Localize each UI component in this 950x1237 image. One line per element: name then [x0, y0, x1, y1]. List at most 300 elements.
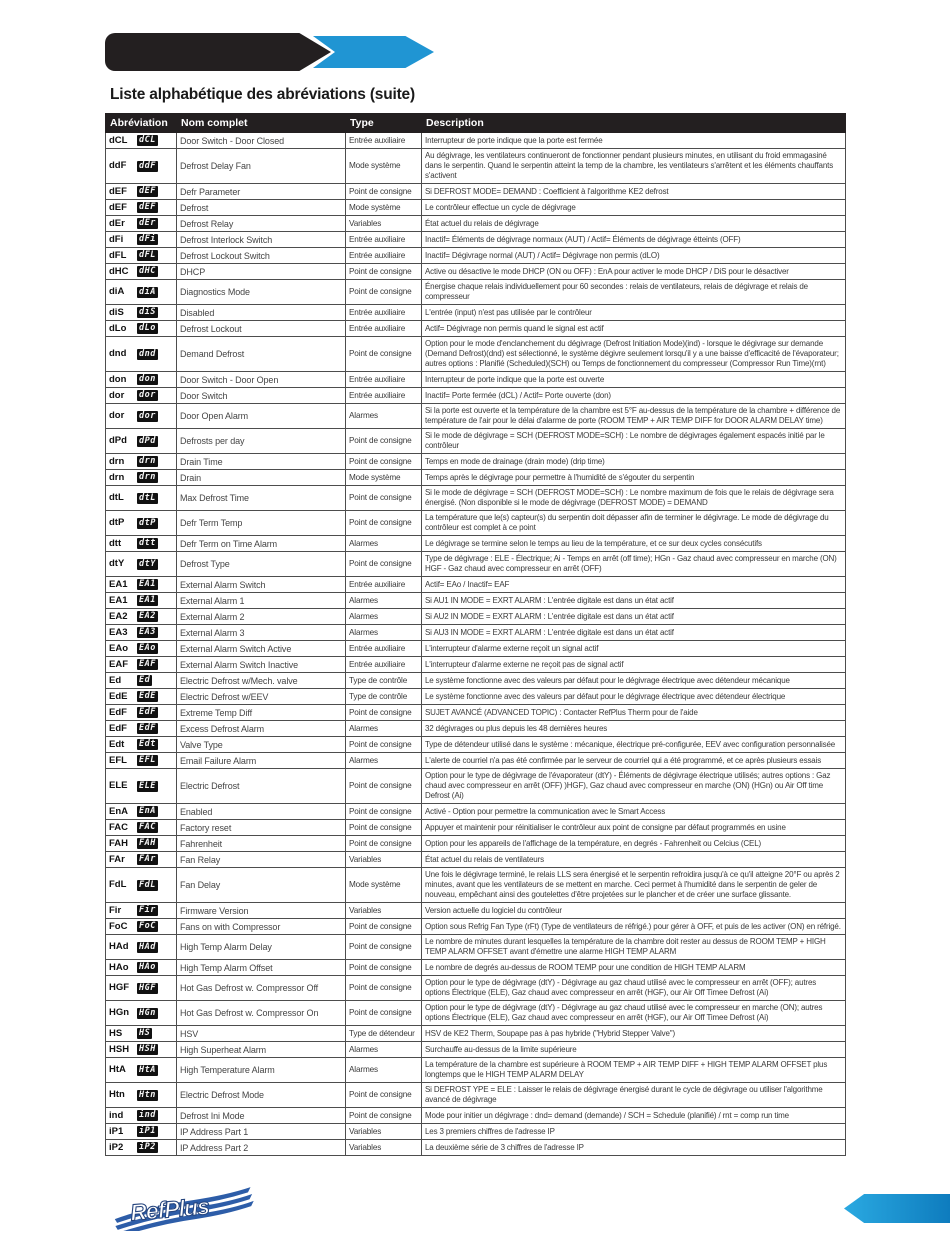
- abbreviation-code: EA3: [109, 626, 128, 638]
- abbreviation-code: dtL: [109, 492, 124, 503]
- abbreviation-code: dEF: [109, 201, 127, 213]
- led-display-icon: HGn: [139, 1007, 156, 1018]
- description-text: Surchauffe au-dessus de la limite supérieure: [422, 1042, 846, 1058]
- table-row: [106, 657, 846, 673]
- led-display-icon: EdF: [139, 723, 156, 733]
- description-text: Option pour le type de dégivrage (dtY) - Dégivrage au gaz chaud utilisé avec le compresseur en marche (ON); autres options Électrique (ELE), Gaz chaud avec compresseur en arrêt (HGF), our Air Off Timee Defrost (Ai): [422, 1001, 846, 1026]
- led-display-icon: diA: [139, 286, 156, 297]
- full-name: Fan Relay: [177, 852, 346, 868]
- table-row: [106, 1140, 846, 1156]
- type-label: Point de consigne: [346, 804, 422, 820]
- full-name: Disabled: [177, 305, 346, 321]
- description-text: Le système fonctionne avec des valeurs par défaut pour le dégivrage électrique avec détendeur électrique: [422, 689, 846, 705]
- column-header-nom-complet: Nom complet: [177, 114, 346, 133]
- type-label: Point de consigne: [346, 960, 422, 976]
- full-name: High Temp Alarm Offset: [177, 960, 346, 976]
- abbreviation-code: dor: [109, 389, 125, 401]
- led-display-icon: Htn: [139, 1089, 156, 1100]
- abbreviation-code: Ed: [109, 674, 122, 686]
- led-display-icon: FdL: [139, 879, 156, 890]
- table-row: [106, 577, 846, 593]
- full-name: Defrost Ini Mode: [177, 1108, 346, 1124]
- led-display-icon: EA3: [139, 627, 156, 637]
- full-name: IP Address Part 2: [177, 1140, 346, 1156]
- led-display-icon: dtP: [139, 517, 156, 528]
- description-text: Temps après le dégivrage pour permettre à l'humidité de s'égouter du serpentin: [422, 470, 846, 486]
- table-row: [106, 609, 846, 625]
- full-name: Defrost Delay Fan: [177, 149, 346, 184]
- led-display-icon: dor: [139, 390, 156, 400]
- type-label: Variables: [346, 1124, 422, 1140]
- abbreviation-code: Htn: [109, 1089, 125, 1100]
- abbreviation-code: EdF: [109, 722, 127, 734]
- full-name: Defrost Type: [177, 552, 346, 577]
- full-name: External Alarm Switch Inactive: [177, 657, 346, 673]
- full-name: Enabled: [177, 804, 346, 820]
- full-name: Defr Term Temp: [177, 511, 346, 536]
- full-name: Door Switch - Door Open: [177, 372, 346, 388]
- type-label: Point de consigne: [346, 552, 422, 577]
- type-label: Point de consigne: [346, 820, 422, 836]
- led-display-icon: EA1: [139, 595, 156, 605]
- description-text: État actuel du relais de ventilateurs: [422, 852, 846, 868]
- abbreviation-code: EAF: [109, 658, 128, 670]
- table-row: [106, 852, 846, 868]
- description-text: Si DEFROST MODE= DEMAND : Coefficient à l'algorithme KE2 defrost: [422, 184, 846, 200]
- description-text: La deuxième série de 3 chiffres de l'adresse IP: [422, 1140, 846, 1156]
- description-text: Au dégivrage, les ventilateurs continueront de fonctionner pendant plusieurs minutes, en utilisant du froid emmagasiné dans le serpentin. Quand le serpentin atteint la temp de la chambre, les ventilateurs s'arrêtent et les éléments chauffants s'activent: [422, 149, 846, 184]
- description-text: Type de détendeur utilisé dans le système : mécanique, électrique pré-configurée, EEV avec configuration personnalisée: [422, 737, 846, 753]
- type-label: Entrée auxiliaire: [346, 657, 422, 673]
- table-row: [106, 372, 846, 388]
- table-row: [106, 1001, 846, 1026]
- description-text: Énergise chaque relais individuellement pour 60 secondes : relais de ventilateurs, relais de dégivrage et relais de compresseur: [422, 280, 846, 305]
- led-display-icon: dor: [139, 410, 156, 421]
- description-text: Les 3 premiers chiffres de l'adresse IP: [422, 1124, 846, 1140]
- type-label: Entrée auxiliaire: [346, 133, 422, 149]
- type-label: Point de consigne: [346, 264, 422, 280]
- full-name: Defrost Lockout Switch: [177, 248, 346, 264]
- description-text: Si la porte est ouverte et la température de la chambre est 5°F au-dessus de la température de la chambre + différence de température de l'air pour le délai d'alarme de porte (ROOM TEMP + AIR TEMP DIFF for DOOR ALARM DELAY time): [422, 404, 846, 429]
- full-name: Defrost Lockout: [177, 321, 346, 337]
- abbreviation-code: dtY: [109, 558, 125, 569]
- table-row: [106, 337, 846, 372]
- abbreviation-code: diA: [109, 286, 125, 297]
- full-name: Max Defrost Time: [177, 486, 346, 511]
- led-display-icon: dPd: [139, 435, 156, 446]
- description-text: Option pour les appareils de l'affichage de la température, en degrés - Fahrenheit ou Celcius (CEL): [422, 836, 846, 852]
- description-text: L'interrupteur d'alarme externe ne reçoit pas de signal actif: [422, 657, 846, 673]
- led-display-icon: EdE: [139, 691, 156, 701]
- description-text: Le dégivrage se termine selon le temps au lieu de la température, et ce sur deux cycles consécutifs: [422, 536, 846, 552]
- table-row: [106, 404, 846, 429]
- type-label: Point de consigne: [346, 511, 422, 536]
- full-name: Drain: [177, 470, 346, 486]
- led-display-icon: Fir: [139, 905, 156, 915]
- table-row: [106, 721, 846, 737]
- full-name: Electric Defrost w/EEV: [177, 689, 346, 705]
- type-label: Entrée auxiliaire: [346, 248, 422, 264]
- abbreviation-code: dCL: [109, 134, 128, 146]
- full-name: Electric Defrost Mode: [177, 1083, 346, 1108]
- type-label: Mode système: [346, 149, 422, 184]
- led-display-icon: dtL: [139, 492, 156, 503]
- type-label: Entrée auxiliaire: [346, 232, 422, 248]
- abbreviation-code: FAH: [109, 837, 128, 849]
- led-display-icon: FAC: [139, 822, 156, 832]
- full-name: DHCP: [177, 264, 346, 280]
- abbreviation-code: FAC: [109, 821, 128, 833]
- abbreviation-code: dtP: [109, 517, 125, 528]
- full-name: Demand Defrost: [177, 337, 346, 372]
- type-label: Alarmes: [346, 753, 422, 769]
- abbreviation-code: HGn: [109, 1007, 130, 1018]
- description-text: Inactif= Éléments de dégivrage normaux (AUT) / Actif= Éléments de dégivrage étteints (OFF): [422, 232, 846, 248]
- description-text: Appuyer et maintenir pour réinitialiser le contrôleur aux point de consigne par défaut programmés en usine: [422, 820, 846, 836]
- type-label: Variables: [346, 903, 422, 919]
- led-display-icon: ddF: [139, 160, 156, 171]
- abbreviation-code: FAr: [109, 853, 125, 865]
- table-row: [106, 216, 846, 232]
- description-text: Si AU1 IN MODE = EXRT ALARM : L'entrée digitale est dans un état actif: [422, 593, 846, 609]
- abbreviation-code: dEF: [109, 185, 127, 197]
- abbreviation-code: EFL: [109, 754, 127, 766]
- table-row: [106, 976, 846, 1001]
- abbreviation-code: dFL: [109, 249, 127, 261]
- table-row: [106, 753, 846, 769]
- refplus-logo: [112, 1183, 257, 1231]
- full-name: Drain Time: [177, 454, 346, 470]
- led-display-icon: don: [139, 374, 156, 384]
- full-name: External Alarm Switch: [177, 577, 346, 593]
- description-text: Une fois le dégivrage terminé, le relais LLS sera énergisé et le serpentin refroidira jusqu'à ce qu'il atteigne 20°F ou après 2 minutes, avant que les ventilateurs de se mettent en marche. Ceci permet à l'humidité dans le serpentin de geler de nouveau, empêchant ainsi des goutelettes d'être projetées sur le plancher et de créer une surface glissante.: [422, 868, 846, 903]
- type-label: Point de consigne: [346, 976, 422, 1001]
- description-text: Actif= Dégivrage non permis quand le signal est actif: [422, 321, 846, 337]
- abbreviation-code: iP2: [109, 1141, 124, 1153]
- description-text: Option pour le mode d'enclanchement du dégivrage (Defrost Initiation Mode)(ind) - lorsque le dégivrage sur demande (Demand Defrost)(dnd) est sélectionné, le système dégivre seulement lorsqu'il y a une baisse d'efficacité de l'évaporateur; autres options : Planifié (Scheduled)(SCH) ou Temps de fonctionnement du compresseur (Compressor Run Time)(rnt): [422, 337, 846, 372]
- abbreviation-code: dtt: [109, 537, 122, 549]
- type-label: Point de consigne: [346, 935, 422, 960]
- full-name: Extreme Temp Diff: [177, 705, 346, 721]
- type-label: Point de consigne: [346, 1108, 422, 1124]
- full-name: Door Switch - Door Closed: [177, 133, 346, 149]
- full-name: Defrost Relay: [177, 216, 346, 232]
- full-name: Hot Gas Defrost w. Compressor On: [177, 1001, 346, 1026]
- full-name: Electric Defrost w/Mech. valve: [177, 673, 346, 689]
- table-row: [106, 868, 846, 903]
- full-name: Valve Type: [177, 737, 346, 753]
- table-row: [106, 919, 846, 935]
- description-text: Si DEFROST YPE = ELE : Laisser le relais de dégivrage énergisé durant le cycle de dégivrage ou utiliser l'algorithme avancé de dégivrage: [422, 1083, 846, 1108]
- type-label: Mode système: [346, 470, 422, 486]
- description-text: État actuel du relais de dégivrage: [422, 216, 846, 232]
- type-label: Point de consigne: [346, 280, 422, 305]
- led-display-icon: FAr: [139, 854, 156, 864]
- type-label: Type de contrôle: [346, 673, 422, 689]
- type-label: Mode système: [346, 868, 422, 903]
- abbreviation-code: dFi: [109, 233, 124, 245]
- led-display-icon: FoC: [139, 921, 156, 931]
- table-row: [106, 280, 846, 305]
- led-display-icon: HAd: [139, 941, 156, 952]
- table-row: [106, 641, 846, 657]
- led-display-icon: EAo: [139, 643, 156, 653]
- table-row: [106, 248, 846, 264]
- abbreviation-code: dor: [109, 410, 125, 421]
- full-name: High Temp Alarm Delay: [177, 935, 346, 960]
- type-label: Alarmes: [346, 593, 422, 609]
- type-label: Alarmes: [346, 721, 422, 737]
- full-name: External Alarm Switch Active: [177, 641, 346, 657]
- type-label: Alarmes: [346, 536, 422, 552]
- abbreviation-code: FoC: [109, 920, 128, 932]
- description-text: L'interrupteur d'alarme externe reçoit un signal actif: [422, 641, 846, 657]
- type-label: Variables: [346, 852, 422, 868]
- abbreviation-code: Edt: [109, 738, 125, 750]
- description-text: La température de la chambre est supérieure à ROOM TEMP + AIR TEMP DIFF + HIGH TEMP ALARM OFFSET plus longtemps que le HIGH TEMP ALARM DELAY: [422, 1058, 846, 1083]
- type-label: Point de consigne: [346, 836, 422, 852]
- description-text: Si le mode de dégivrage = SCH (DEFROST MODE=SCH) : Le nombre de dégivrages également espacés initié par le contrôleur: [422, 429, 846, 454]
- led-display-icon: dHC: [139, 266, 156, 276]
- type-label: Point de consigne: [346, 429, 422, 454]
- full-name: Defrost: [177, 200, 346, 216]
- table-row: [106, 470, 846, 486]
- type-label: Point de consigne: [346, 705, 422, 721]
- type-label: Point de consigne: [346, 454, 422, 470]
- table-row: [106, 1058, 846, 1083]
- description-text: Si AU3 IN MODE = EXRT ALARM : L'entrée digitale est dans un état actif: [422, 625, 846, 641]
- led-display-icon: dEF: [139, 186, 156, 196]
- abbreviation-table-body: [106, 133, 846, 1156]
- full-name: IP Address Part 1: [177, 1124, 346, 1140]
- abbreviation-code: iP1: [109, 1125, 124, 1137]
- led-display-icon: EA1: [139, 579, 156, 589]
- description-text: Actif= EAo / Inactif= EAF: [422, 577, 846, 593]
- led-display-icon: EA2: [139, 611, 156, 621]
- led-display-icon: EAF: [139, 659, 156, 669]
- abbreviation-code: diS: [109, 306, 124, 318]
- table-row: [106, 511, 846, 536]
- table-row: [106, 1083, 846, 1108]
- description-text: Temps en mode de drainage (drain mode) (drip time): [422, 454, 846, 470]
- description-text: Version actuelle du logiciel du contrôleur: [422, 903, 846, 919]
- led-display-icon: diS: [139, 307, 156, 317]
- led-display-icon: dnd: [139, 348, 156, 359]
- type-label: Entrée auxiliaire: [346, 577, 422, 593]
- type-label: Alarmes: [346, 1058, 422, 1083]
- full-name: Defr Term on Time Alarm: [177, 536, 346, 552]
- led-display-icon: dEF: [139, 202, 156, 212]
- description-text: Le système fonctionne avec des valeurs par défaut pour le dégivrage électrique avec détendeur mécanique: [422, 673, 846, 689]
- led-display-icon: dFL: [139, 250, 156, 260]
- description-text: Option sous Refrig Fan Type (rFt) (Type de ventilateurs de réfrigé.) pour gérer à OFF, et puis de les activer (ON) en réfrigé.: [422, 919, 846, 935]
- full-name: High Temperature Alarm: [177, 1058, 346, 1083]
- led-display-icon: EdF: [139, 707, 156, 717]
- abbreviation-code: don: [109, 373, 127, 385]
- type-label: Type de contrôle: [346, 689, 422, 705]
- description-text: La température que le(s) capteur(s) du serpentin doit dépasser afin de terminer le dégivrage. Le mode de dégivrage du contrôleur est complet à ce point: [422, 511, 846, 536]
- table-row: [106, 321, 846, 337]
- full-name: Electric Defrost: [177, 769, 346, 804]
- abbreviation-code: dEr: [109, 217, 125, 229]
- type-label: Entrée auxiliaire: [346, 388, 422, 404]
- type-label: Point de consigne: [346, 1001, 422, 1026]
- description-text: Le nombre de minutes durant lesquelles la température de la chambre doit rester au dessus de ROOM TEMP + HIGH TEMP ALARM OFFSET avant d'émettre une alarme HIGH TEMP ALARM: [422, 935, 846, 960]
- table-row: [106, 184, 846, 200]
- svg-text:RefPlus: RefPlus: [129, 1192, 210, 1226]
- description-text: Type de dégivrage : ELE - Électrique; Ai - Temps en arrêt (off time); HGn - Gaz chaud avec compresseur en marche (ON) HGF - Gaz chaud avec compresseur en arrêt (OFF): [422, 552, 846, 577]
- abbreviation-code: FdL: [109, 879, 127, 890]
- full-name: Excess Defrost Alarm: [177, 721, 346, 737]
- led-display-icon: dtt: [139, 538, 156, 548]
- table-row: [106, 232, 846, 248]
- description-text: Mode pour initier un dégivrage : dnd= demand (demande) / SCH = Schedule (planifié) / rnt = comp run time: [422, 1108, 846, 1124]
- table-row: [106, 1026, 846, 1042]
- led-display-icon: HSH: [139, 1044, 156, 1054]
- type-label: Entrée auxiliaire: [346, 641, 422, 657]
- description-text: Si le mode de dégivrage = SCH (DEFROST MODE=SCH) : Le nombre maximum de fois que le relais de dégivrage sera énergisé. (Non disponible si le mode de dégivrage (DEFROST MODE) = DEMAND: [422, 486, 846, 511]
- type-label: Variables: [346, 216, 422, 232]
- description-text: SUJET AVANCÉ (ADVANCED TOPIC) : Contacter RefPlus Therm pour de l'aide: [422, 705, 846, 721]
- type-label: Entrée auxiliaire: [346, 321, 422, 337]
- led-display-icon: iP1: [139, 1126, 156, 1136]
- table-row: [106, 625, 846, 641]
- abbreviation-code: ddF: [109, 160, 127, 171]
- abbreviation-code: drn: [109, 455, 125, 467]
- full-name: HSV: [177, 1026, 346, 1042]
- description-text: Inactif= Dégivrage normal (AUT) / Actif= Dégivrage non permis (dLO): [422, 248, 846, 264]
- abbreviation-code: HS: [109, 1027, 123, 1039]
- table-row: [106, 935, 846, 960]
- table-row: [106, 804, 846, 820]
- type-label: Point de consigne: [346, 769, 422, 804]
- abbreviation-code: EA2: [109, 610, 128, 622]
- abbreviation-code: HSH: [109, 1043, 130, 1055]
- table-row: [106, 149, 846, 184]
- table-header-row: [106, 114, 846, 133]
- abbreviation-code: HAo: [109, 961, 129, 973]
- description-text: Interrupteur de porte indique que la porte est fermée: [422, 133, 846, 149]
- table-row: [106, 1108, 846, 1124]
- abbreviation-code: dLo: [109, 322, 127, 334]
- abbreviation-code: EA1: [109, 578, 128, 590]
- full-name: Factory reset: [177, 820, 346, 836]
- type-label: Point de consigne: [346, 737, 422, 753]
- abbreviation-code: HtA: [109, 1064, 126, 1075]
- description-text: Option pour le type de dégivrage de l'évaporateur (dtY) - Éléments de dégivrage électrique utilisés; autres options : Gaz chaud avec compresseur en arrêt (OFF) )HGF), Gaz chaud avec compresseur en marche (ON) (HGn) ou Air Off time Defrost (Ai): [422, 769, 846, 804]
- table-row: [106, 305, 846, 321]
- table-row: [106, 486, 846, 511]
- table-row: [106, 1124, 846, 1140]
- table-row: [106, 454, 846, 470]
- table-row: [106, 820, 846, 836]
- led-display-icon: EFL: [139, 755, 156, 765]
- description-text: Le nombre de degrés au-dessus de ROOM TEMP pour une condition de HIGH TEMP ALARM: [422, 960, 846, 976]
- table-row: [106, 737, 846, 753]
- table-row: [106, 673, 846, 689]
- led-display-icon: iP2: [139, 1142, 156, 1152]
- description-text: HSV de KE2 Therm, Soupape pas à pas hybride ("Hybrid Stepper Valve"): [422, 1026, 846, 1042]
- led-display-icon: dFi: [139, 234, 156, 244]
- led-display-icon: HAo: [139, 962, 156, 972]
- full-name: Door Open Alarm: [177, 404, 346, 429]
- description-text: Interrupteur de porte indique que la porte est ouverte: [422, 372, 846, 388]
- led-display-icon: dCL: [139, 135, 156, 145]
- type-label: Point de consigne: [346, 486, 422, 511]
- full-name: External Alarm 2: [177, 609, 346, 625]
- full-name: Firmware Version: [177, 903, 346, 919]
- type-label: Variables: [346, 1140, 422, 1156]
- table-row: [106, 200, 846, 216]
- description-text: Si AU2 IN MODE = EXRT ALARM : L'entrée digitale est dans un état actif: [422, 609, 846, 625]
- description-text: L'alerte de courriel n'a pas été confirmée par le serveur de courriel qui a été programmé, et ce après plusieurs essais: [422, 753, 846, 769]
- column-header-type: Type: [346, 114, 422, 133]
- led-display-icon: Ed: [139, 675, 151, 685]
- table-row: [106, 960, 846, 976]
- type-label: Alarmes: [346, 625, 422, 641]
- table-row: [106, 593, 846, 609]
- table-row: [106, 705, 846, 721]
- type-label: Mode système: [346, 200, 422, 216]
- full-name: Defrost Interlock Switch: [177, 232, 346, 248]
- description-text: Active ou désactive le mode DHCP (ON ou OFF) : EnA pour activer le mode DHCP / DiS pour le désactiver: [422, 264, 846, 280]
- abbreviation-code: EnA: [109, 805, 128, 817]
- led-display-icon: ind: [139, 1110, 156, 1120]
- description-text: 32 dégivrages ou plus depuis les 48 dernières heures: [422, 721, 846, 737]
- abbreviation-code: drn: [109, 471, 125, 483]
- table-row: [106, 536, 846, 552]
- full-name: Hot Gas Defrost w. Compressor Off: [177, 976, 346, 1001]
- abbreviation-code: HAd: [109, 941, 129, 952]
- page-title: Liste alphabétique des abréviations (suite): [110, 86, 415, 103]
- abbreviation-code: HGF: [109, 982, 130, 993]
- full-name: Fan Delay: [177, 868, 346, 903]
- column-header-description: Description: [422, 114, 846, 133]
- table-row: [106, 689, 846, 705]
- description-text: Activé - Option pour permettre la communication avec le Smart Access: [422, 804, 846, 820]
- table-row: [106, 903, 846, 919]
- led-display-icon: Edt: [139, 739, 156, 749]
- abbreviation-code: ind: [109, 1109, 124, 1121]
- type-label: Point de consigne: [346, 184, 422, 200]
- abbreviation-code: dHC: [109, 265, 129, 277]
- full-name: Defr Parameter: [177, 184, 346, 200]
- table-row: [106, 836, 846, 852]
- full-name: Diagnostics Mode: [177, 280, 346, 305]
- type-label: Entrée auxiliaire: [346, 372, 422, 388]
- led-display-icon: drn: [139, 456, 156, 466]
- description-text: Inactif= Porte fermée (dCL) / Actif= Porte ouverte (don): [422, 388, 846, 404]
- description-text: Le contrôleur effectue un cycle de dégivrage: [422, 200, 846, 216]
- full-name: Defrosts per day: [177, 429, 346, 454]
- table-row: [106, 1042, 846, 1058]
- led-display-icon: HS: [139, 1028, 151, 1038]
- table-row: [106, 769, 846, 804]
- type-label: Type de détendeur: [346, 1026, 422, 1042]
- abbreviation-code: EA1: [109, 594, 128, 606]
- type-label: Alarmes: [346, 609, 422, 625]
- description-text: Option pour le type de dégivrage (dtY) - Dégivrage au gaz chaud utilisé avec le compresseur en arrêt (OFF); autres options Électrique (ELE), Gaz chaud avec compresseur en arrêt (HGF), our Air Off Timee Defrost (Ai): [422, 976, 846, 1001]
- table-row: [106, 429, 846, 454]
- led-display-icon: HtA: [139, 1064, 156, 1075]
- led-display-icon: EnA: [139, 806, 156, 816]
- abbreviation-code: ELE: [109, 780, 128, 791]
- led-display-icon: ELE: [139, 780, 156, 791]
- led-display-icon: dEr: [139, 218, 156, 228]
- abbreviation-code: dPd: [109, 435, 127, 446]
- led-display-icon: drn: [139, 472, 156, 482]
- type-label: Point de consigne: [346, 1083, 422, 1108]
